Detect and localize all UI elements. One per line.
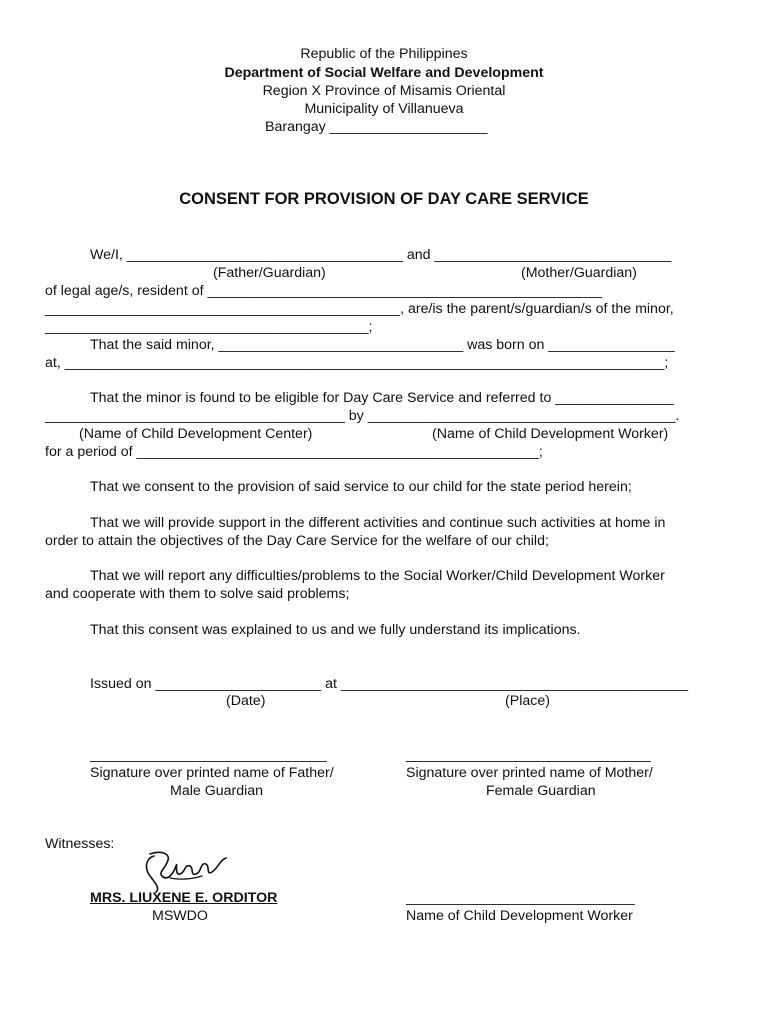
mswdo-name: MRS. LIUXENE E. ORDITOR [90,890,278,906]
residence-line: of legal age/s, resident of __________________________________________________ [45,283,602,299]
report-clause-l1: That we will report any difficulties/problems to the Social Worker/Child Development Worker [90,568,665,584]
minor-birth-line: That the said minor, _______________________________ was born on ________________ [90,337,675,353]
support-clause-l2: order to attain the objectives of the Day Care Service for the welfare of our child; [45,533,549,549]
eligibility-line: That the minor is found to be eligible for Day Care Service and referred to _______________ [90,390,674,406]
header-department: Department of Social Welfare and Development [224,65,544,81]
issued-line: Issued on _____________________ at ____________________________________________ [90,676,689,692]
parent-of-minor-line: _____________________________________________, are/is the parent/s/guardian/s of the minor, [45,301,674,317]
mother-guardian-label: (Mother/Guardian) [521,265,637,281]
mswdo-title: MSWDO [152,908,208,924]
cdw-signature-label: Name of Child Development Worker [406,908,633,924]
father-signature-label-l2: Male Guardian [170,783,264,799]
cdw-name-label: (Name of Child Development Worker) [432,426,669,442]
document-title: CONSENT FOR PROVISION OF DAY CARE SERVICE [179,190,589,208]
support-clause-l1: That we will provide support in the different activities and continue such activities at home in [90,515,666,531]
period-line: for a period of ___________________________________________________; [45,444,543,460]
mother-signature-label-l1: Signature over printed name of Mother/ [406,765,653,781]
cdw-signature-line: _____________________________ [406,890,635,906]
referral-line: ______________________________________ by _______________________________________. [45,408,680,424]
father-signature-line: ______________________________ [90,747,327,763]
minor-name-line: _________________________________________; [45,319,373,335]
witnesses-label: Witnesses: [45,836,115,852]
father-guardian-label: (Father/Guardian) [213,265,326,281]
header-region: Region X Province of Misamis Oriental [262,83,506,99]
mother-signature-label-l2: Female Guardian [486,783,596,799]
date-label: (Date) [226,693,266,709]
birth-place-line: at, ____________________________________________________________________________; [45,355,669,371]
consent-clause: That we consent to the provision of said service to our child for the state period herein; [90,479,632,495]
place-label: (Place) [505,693,550,709]
header-republic: Republic of the Philippines [300,46,468,62]
cdc-name-label: (Name of Child Development Center) [79,426,313,442]
header-barangay: Barangay ____________________ [265,119,488,135]
father-signature-label-l1: Signature over printed name of Father/ [90,765,334,781]
parents-names-line: We/I, ___________________________________ and ______________________________ [90,247,672,263]
report-clause-l2: and cooperate with them to solve said problems; [45,586,350,602]
header-municipality: Municipality of Villanueva [304,101,464,117]
understanding-clause: That this consent was explained to us and we fully understand its implications. [90,622,581,638]
mother-signature-line: _______________________________ [406,747,651,763]
